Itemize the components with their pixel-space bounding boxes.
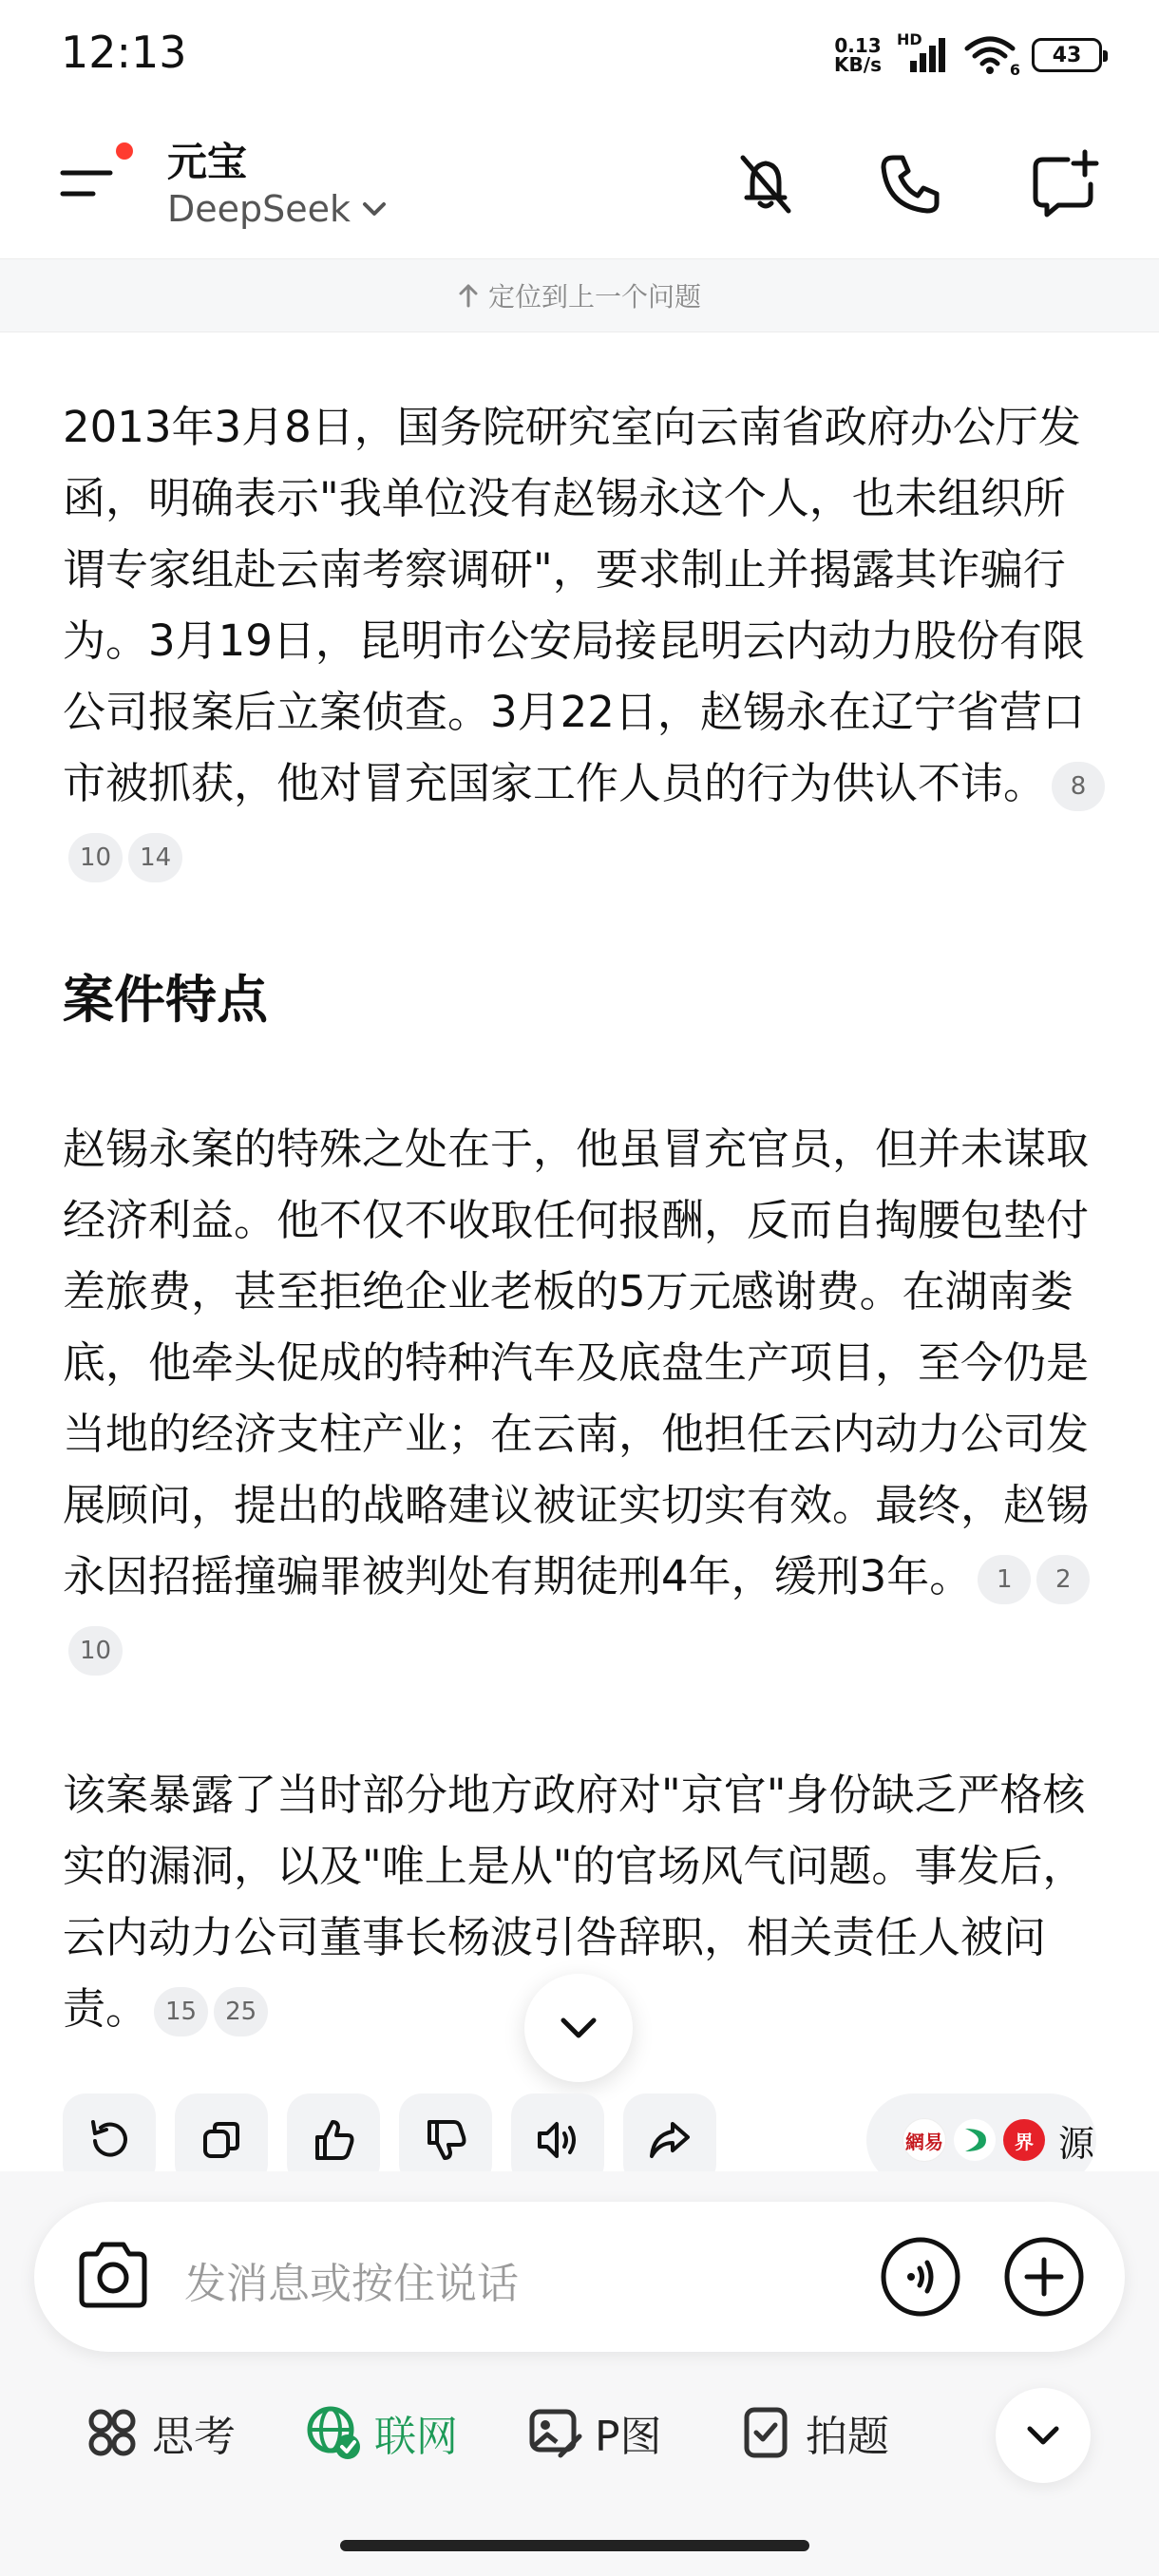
citation-badge[interactable]: 10	[68, 833, 123, 882]
thumbs-up-icon	[310, 2116, 357, 2164]
arrow-up-icon	[458, 283, 479, 308]
signal-hd-label: HD	[897, 30, 922, 48]
wifi-version-label: 6	[1009, 61, 1020, 79]
network-speed-value: 0.13	[834, 34, 882, 57]
app-title: 元宝	[167, 139, 248, 185]
sources-label: 源	[1058, 2122, 1095, 2165]
tool-web-search[interactable]	[304, 2399, 458, 2466]
phone-icon	[874, 148, 946, 220]
camera-icon	[72, 2237, 154, 2317]
signal-icon	[897, 30, 948, 74]
copy-icon	[198, 2116, 245, 2164]
chevron-down-icon	[560, 2016, 598, 2040]
tool-photo-question[interactable]	[737, 2399, 889, 2466]
citation-badge[interactable]: 14	[128, 833, 182, 882]
new-chat-icon	[1026, 146, 1102, 222]
source-logo-jiemian: 界	[1003, 2119, 1045, 2161]
status-icons	[834, 28, 1102, 82]
citation-badge[interactable]: 15	[154, 1987, 208, 2036]
plus-circle-icon	[1003, 2236, 1085, 2318]
battery-indicator: 43	[1032, 38, 1102, 72]
answer-paragraph-1	[63, 391, 1108, 890]
citation-badge[interactable]: 25	[214, 1987, 268, 2036]
refresh-icon	[86, 2116, 133, 2164]
more-tools-button[interactable]	[996, 2388, 1091, 2483]
tool-label: P图	[595, 2413, 662, 2461]
wifi-icon	[963, 35, 1020, 79]
network-speed	[834, 36, 882, 74]
model-name: DeepSeek	[167, 188, 352, 230]
message-input-placeholder[interactable]: 发消息或按住说话	[184, 2260, 519, 2308]
chevron-down-icon	[362, 200, 387, 218]
scroll-to-bottom-button[interactable]	[524, 1974, 633, 2082]
notification-dot	[116, 142, 133, 160]
home-indicator[interactable]	[340, 2540, 809, 2551]
tool-label: 思考	[152, 2413, 236, 2461]
locate-label: 定位到上一个问题	[487, 281, 701, 313]
menu-icon	[57, 152, 124, 209]
section-heading: 案件特点	[63, 970, 268, 1030]
menu-button[interactable]	[57, 152, 124, 209]
locate-previous-question[interactable]	[0, 258, 1159, 332]
voice-wave-icon	[880, 2236, 961, 2318]
share-icon	[646, 2116, 694, 2164]
call-button[interactable]	[868, 142, 952, 226]
mute-button[interactable]	[724, 142, 808, 226]
tool-label: 联网	[374, 2413, 458, 2461]
image-edit-icon	[526, 2404, 583, 2461]
tool-label: 拍题	[806, 2413, 889, 2461]
answer-paragraph-2	[63, 1113, 1108, 1683]
tool-think[interactable]	[84, 2399, 236, 2466]
model-selector[interactable]	[167, 188, 387, 230]
paragraph-text: 该案暴露了当时部分地方政府对"京官"身份缺乏严格核实的漏洞，以及"唯上是从"的官场风气问题。事发后，云内动力公司董事长杨波引咎辞职，相关责任人被问责。	[63, 1770, 1086, 2034]
tool-image-edit[interactable]	[526, 2399, 662, 2466]
citation-badge[interactable]: 2	[1036, 1555, 1090, 1604]
add-attachment-button[interactable]	[1003, 2236, 1085, 2321]
chevron-down-icon	[1026, 2425, 1060, 2446]
citation-badge[interactable]: 8	[1052, 762, 1105, 811]
citation-badge[interactable]: 10	[68, 1626, 123, 1676]
paragraph-text: 赵锡永案的特殊之处在于，他虽冒充官员，但并未谋取经济利益。他不仅不收取任何报酬，反而自掏腰包垫付差旅费，甚至拒绝企业老板的5万元感谢费。在湖南娄底，他牵头促成的特种汽车及底盘生产项目，至今仍是当地的经济支柱产业；在云南，他担任云内动力公司发展顾问，提出的战略建议被证实切实有效。最终，赵锡永因招摇撞骗罪被判处有期徒刑4年，缓刑3年。	[63, 1124, 1090, 1601]
speaker-icon	[534, 2116, 581, 2164]
source-logo-green	[954, 2119, 996, 2161]
source-logo-netease: 網易	[902, 2118, 946, 2162]
photo-question-icon	[737, 2404, 794, 2461]
paragraph-text: 2013年3月8日，国务院研究室向云南省政府办公厅发函，明确表示"我单位没有赵锡永这个人，也未组织所谓专家组赴云南考察调研"，要求制止并揭露其诈骗行为。3月19日，昆明市公安局接昆明云内动力股份有限公司报案后立案侦查。3月22日，赵锡永在辽宁省营口市被抓获，他对冒充国家工作人员的行为供认不讳。	[63, 402, 1085, 808]
think-icon	[84, 2404, 141, 2461]
status-time: 12:13	[61, 27, 187, 78]
citation-badge[interactable]: 1	[978, 1555, 1031, 1604]
mute-icon	[730, 148, 802, 220]
new-chat-button[interactable]	[1022, 142, 1106, 226]
thumbs-down-icon	[422, 2116, 469, 2164]
camera-button[interactable]	[72, 2237, 154, 2320]
globe-check-icon	[304, 2403, 363, 2462]
network-speed-unit: KB/s	[834, 53, 882, 76]
voice-call-button[interactable]	[880, 2236, 961, 2321]
